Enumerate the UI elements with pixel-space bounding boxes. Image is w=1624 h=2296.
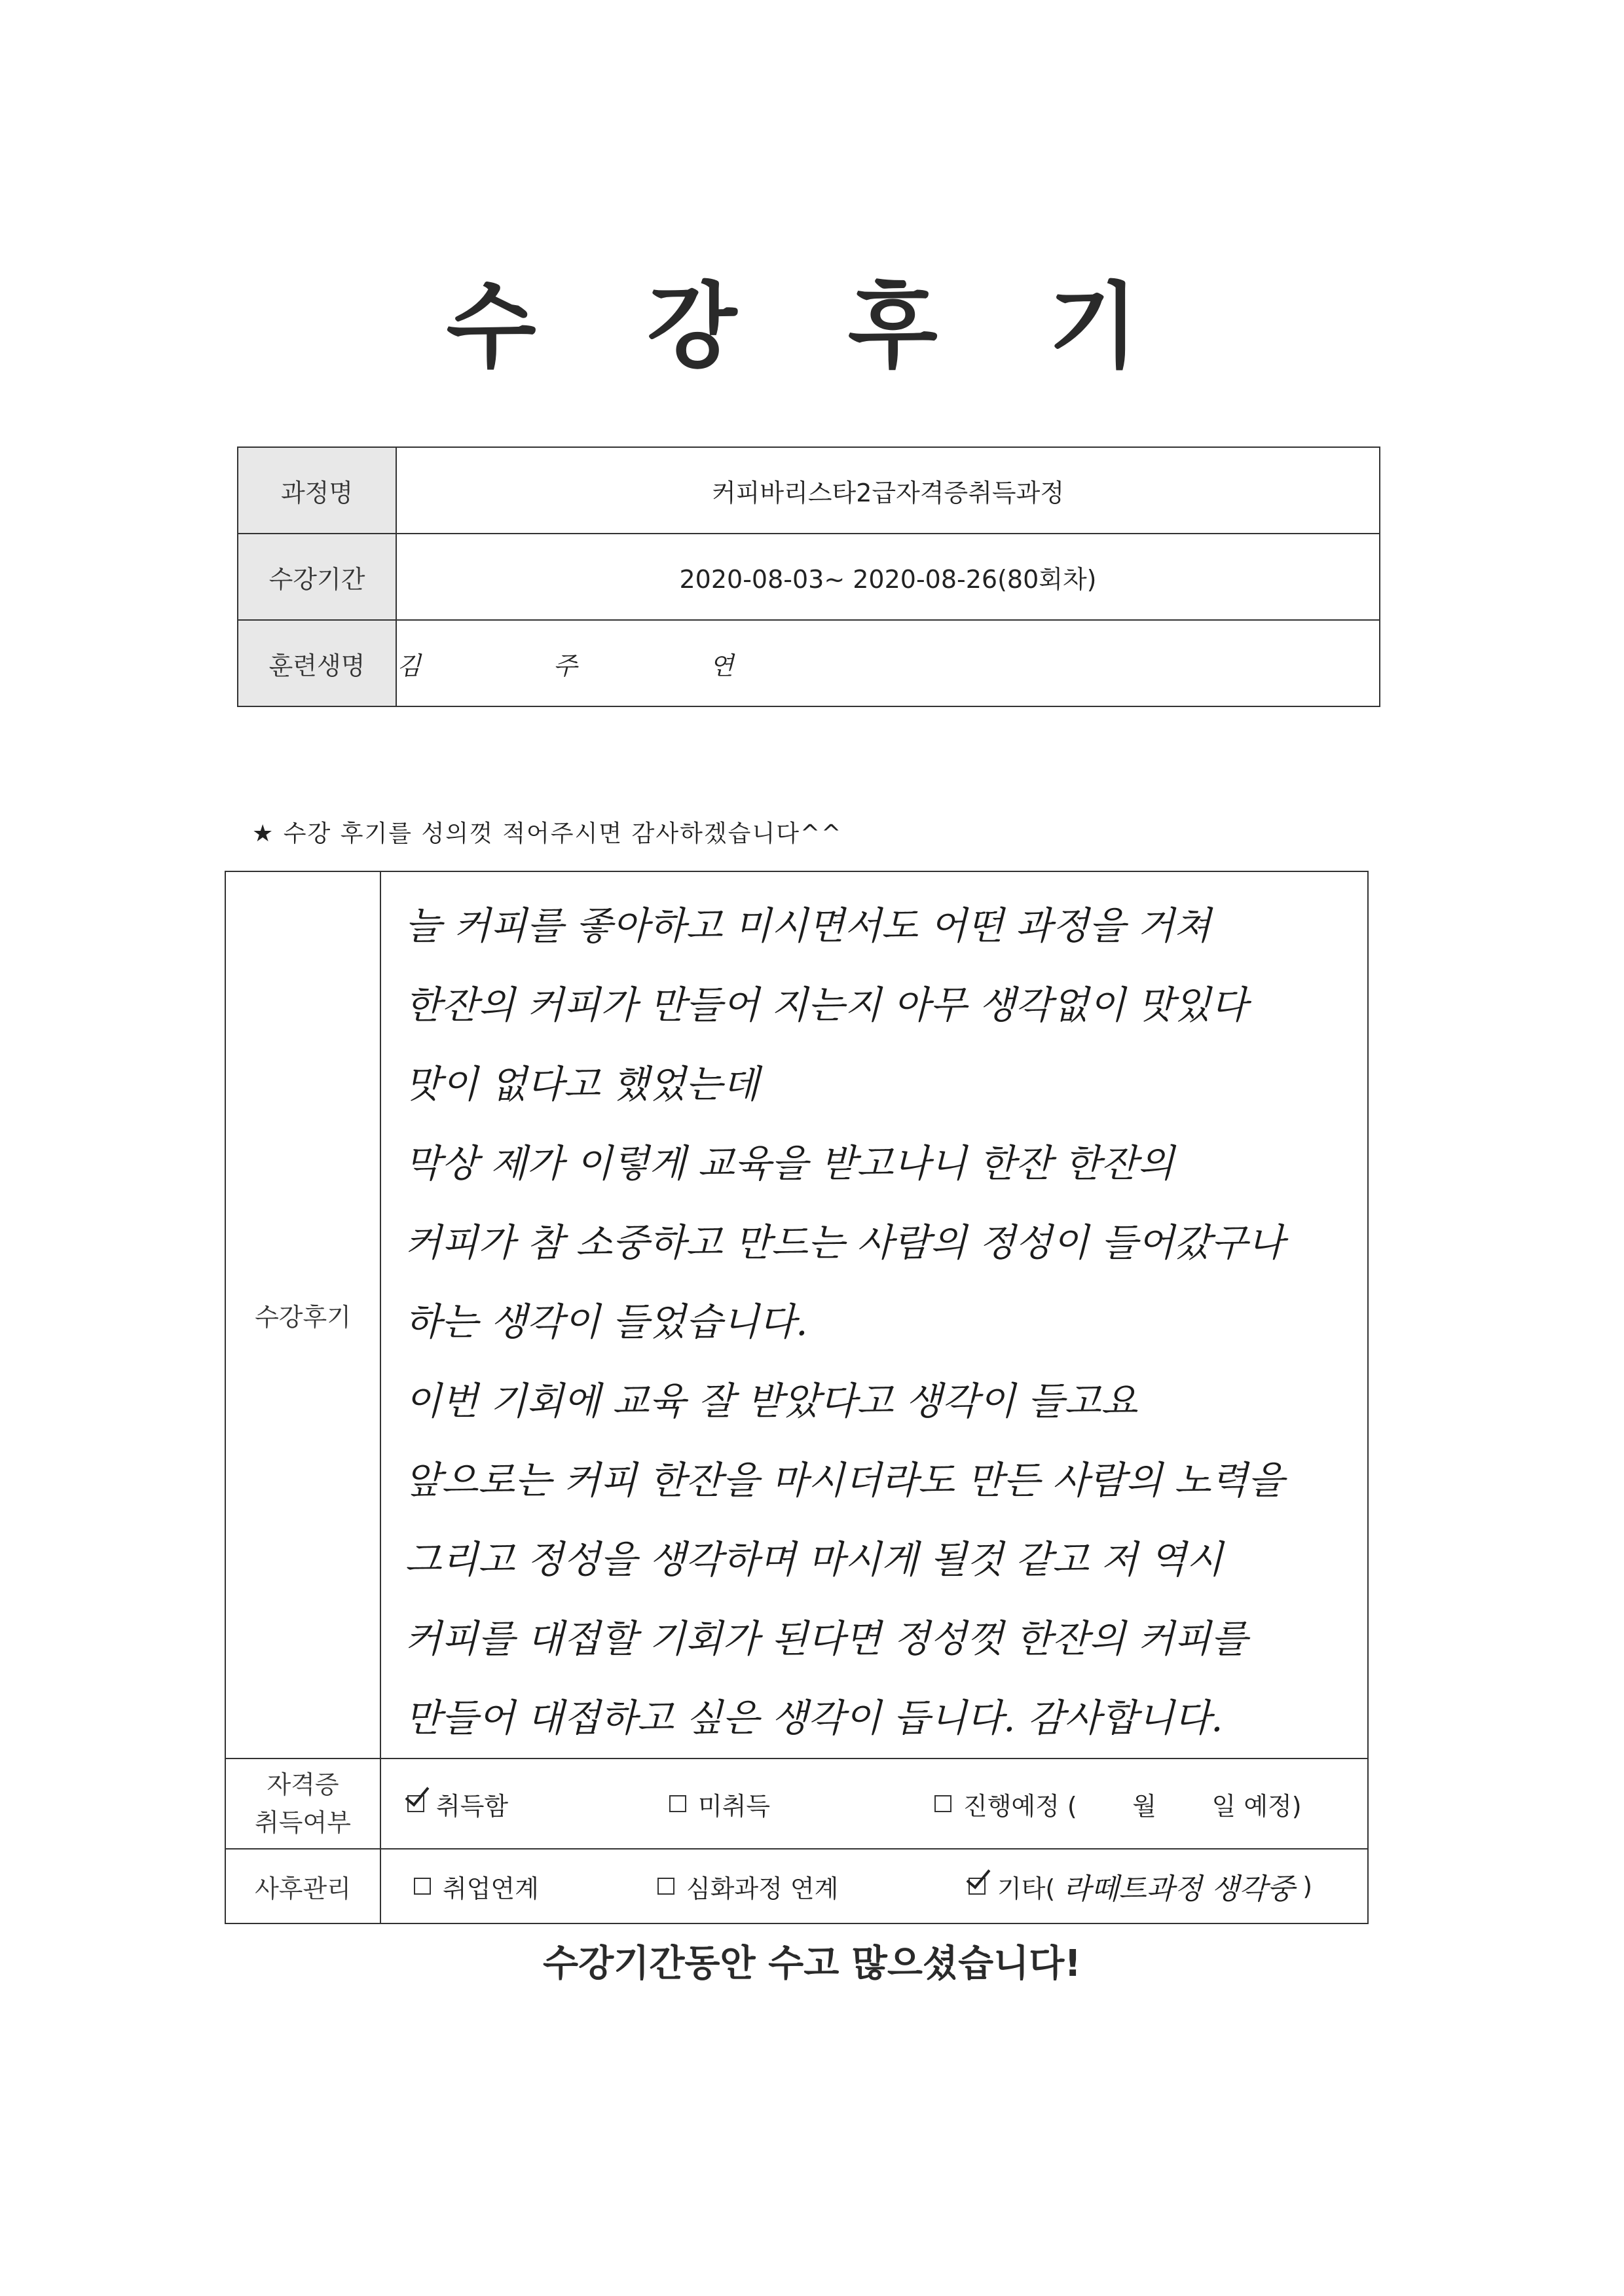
period-label: 수강기간 — [238, 534, 396, 620]
review-line: 앞으로는 커피 한잔을 마시더라도 만든 사람의 노력을 — [405, 1458, 1285, 1503]
course-info-table — [237, 446, 1380, 707]
checked-checkbox-icon[interactable] — [407, 1795, 424, 1812]
etc-handwritten-text: 라떼트과정 생각중 — [1063, 1872, 1295, 1906]
trainee-name-handwritten: 김 주 연 — [396, 620, 1380, 706]
review-line: 늘 커피를 좋아하고 미시면서도 어떤 과정을 거쳐 — [405, 903, 1211, 948]
page-title: 수 강 후 기 — [446, 273, 1178, 381]
review-line: 만들어 대접하고 싶은 생각이 듭니다. 감사합니다. — [405, 1696, 1223, 1740]
checked-checkbox-icon[interactable] — [969, 1878, 986, 1895]
review-line: 커피를 대접할 기회가 된다면 정성껏 한잔의 커피를 — [405, 1616, 1248, 1661]
followup-options-cell — [380, 1849, 1368, 1923]
trainee-row — [238, 620, 1380, 706]
review-line: 커피가 참 소중하고 만드는 사람의 정성이 들어갔구나 — [405, 1220, 1285, 1265]
cert-option-scheduled[interactable] — [934, 1786, 1302, 1822]
followup-option-etc[interactable] — [969, 1865, 1312, 1907]
checkbox-icon[interactable] — [669, 1795, 686, 1812]
cert-option-label: 취득함 — [436, 1791, 509, 1821]
review-line: 맛이 없다고 했었는데 — [405, 1062, 760, 1106]
trainee-label: 훈련생명 — [238, 620, 396, 706]
followup-option-advanced[interactable] — [657, 1868, 969, 1904]
review-line: 그리고 정성을 생각하며 마시게 될것 같고 저 역시 — [405, 1537, 1223, 1582]
period-row — [238, 534, 1380, 620]
review-row — [225, 871, 1368, 1758]
cert-options-cell — [380, 1758, 1368, 1849]
review-line: 이번 기회에 교육 잘 받았다고 생각이 들고요 — [405, 1379, 1138, 1423]
checkbox-icon[interactable] — [414, 1878, 431, 1895]
review-line: 한잔의 커피가 만들어 지는지 아무 생각없이 맛있다 — [405, 983, 1248, 1027]
cert-option-not-obtained[interactable] — [669, 1786, 934, 1822]
review-label: 수강후기 — [225, 871, 380, 1758]
followup-option-label: 심화과정 연계 — [686, 1874, 839, 1903]
cert-option-obtained[interactable] — [407, 1786, 669, 1822]
cert-label — [225, 1758, 380, 1849]
checkbox-icon[interactable] — [934, 1795, 951, 1812]
cert-option-label: 진행예정 ( 월 일 예정) — [963, 1791, 1302, 1821]
cert-label-line1: 자격증 — [267, 1770, 339, 1799]
followup-row — [225, 1849, 1368, 1923]
period-value: 2020-08-03~ 2020-08-26(80회차) — [396, 534, 1380, 620]
review-line: 막상 제가 이렇게 교육을 받고나니 한잔 한잔의 — [405, 1141, 1175, 1186]
cert-row — [225, 1758, 1368, 1849]
review-handwritten-text — [381, 872, 1367, 1758]
cert-label-line2: 취득여부 — [255, 1808, 351, 1837]
cert-option-label: 미취득 — [698, 1791, 771, 1821]
course-value: 커피바리스타2급자격증취득과정 — [396, 447, 1380, 534]
review-cell — [380, 871, 1368, 1758]
followup-option-label: 기타( — [997, 1874, 1056, 1903]
review-line: 하는 생각이 들었습니다. — [405, 1300, 808, 1344]
review-table — [225, 871, 1369, 1924]
followup-option-employment[interactable] — [414, 1868, 657, 1904]
followup-label: 사후관리 — [225, 1849, 380, 1923]
closing-message: 수강기간동안 수고 많으셨습니다! — [543, 1942, 1081, 1985]
course-row — [238, 447, 1380, 534]
course-label: 과정명 — [238, 447, 396, 534]
etc-close-paren: ) — [1302, 1872, 1313, 1901]
instruction-note: ★ 수강 후기를 성의껏 적어주시면 감사하겠습니다^^ — [252, 820, 843, 847]
checkbox-icon[interactable] — [657, 1878, 674, 1895]
followup-option-label: 취업연계 — [443, 1874, 539, 1903]
